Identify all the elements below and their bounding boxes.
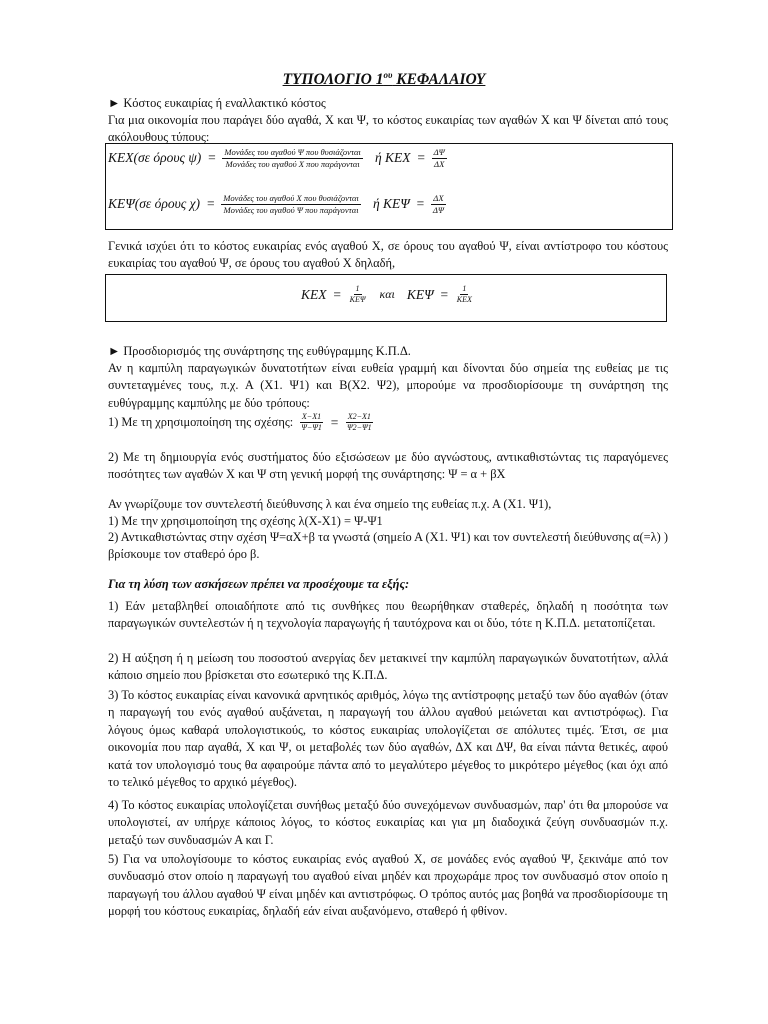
and-word: και: [379, 287, 395, 301]
reciprocal-formula-box: [105, 274, 667, 322]
kep-right: ΚΕΨ: [406, 286, 434, 302]
method1-equals: =: [329, 414, 339, 430]
lambda-method2: 2) Αντικαθιστώντας στην σχέση Ψ=αΧ+β τα γνωστά (σημείο Α (Χ1. Ψ1) και τον συντελεστή διεύθυνσης α(=λ) ) βρίσκουμε τον σταθερό όρο β.: [108, 530, 668, 562]
kex-label: ΚΕΧ(σε όρους ψ): [108, 150, 202, 166]
method1-fraction-right: [345, 413, 374, 432]
note-5: 5) Για να υπολογίσουμε το κόστος ευκαιρίας ενός αγαθού Χ, σε μονάδες ενός αγαθού Ψ, ξεκινάμε από τον συνδυασμό στον οποίο η παραγωγή του αγαθού είναι μηδέν και προχωράμε προς τον συνδυασμό στον οποίο η παραγωγή του άλλου αγαθού Ψ είναι μηδέν και αντιστρόφως. Ο τρόπος αυτός μας βοηθά να προσδιορίσουμε τη μορφή του κόστους ευκαιρίας, δηλαδή εάν είναι αυξανόμενο, σταθερό ή φθίνον.: [108, 852, 668, 919]
title-main: ΤΥΠΟΛΟΓΙΟ 1: [282, 71, 384, 89]
kex-alt-denominator: ΔΧ: [434, 158, 445, 169]
method1-left-numerator: Χ−Χ1: [301, 412, 322, 421]
section1-intro: Για μια οικονομία που παράγει δύο αγαθά, Χ και Ψ, το κόστος ευκαιρίας των αγαθών Χ και Ψ δίνεται από τους ακόλουθους τύπους:: [108, 113, 668, 145]
kep-alt-label: ή ΚΕΨ: [372, 196, 410, 212]
kep-fraction: [221, 194, 361, 214]
right-denominator: ΚΕΧ: [456, 295, 472, 304]
general-text: Γενικά ισχύει ότι το κόστος ευκαιρίας ενός αγαθού Χ, σε όρους του αγαθού Ψ, είναι αντίστροφο του κόστους ευκαιρίας του αγαθού Ψ, σε όρους του αγαθού Χ δηλαδή,: [108, 239, 668, 271]
right-numerator: 1: [462, 284, 467, 293]
kex-fraction: [222, 148, 363, 168]
kex-alt-label: ή ΚΕΧ: [374, 150, 411, 166]
kex-alt-equals: =: [416, 150, 426, 166]
title-superscript: ου: [383, 70, 393, 80]
left-denominator: ΚΕΨ: [349, 295, 366, 304]
note-4: 4) Το κόστος ευκαιρίας υπολογίζεται συνήθως μεταξύ δύο συνεχόμενων συνδυασμών, παρ' ότι θα μπορούσε να υπολογιστεί, αν υπήρχε κάποιος λόγος, το κόστος ευκαιρίας και για μη διαδοχικά ζεύγη συνδυασμών π.χ. μεταξύ των συνδυασμών Α και Γ.: [108, 798, 668, 847]
kex-alt-fraction: [432, 148, 447, 168]
kep-alt-numerator: ΔΧ: [433, 193, 444, 203]
left-equals: =: [332, 286, 342, 302]
title-rest: ΚΕΦΑΛΑΙΟΥ: [392, 71, 486, 89]
method1-label: 1) Με τη χρησιμοποίηση της σχέσης:: [108, 415, 294, 429]
lambda-method1: 1) Με την χρησιμοποίηση της σχέσης λ(Χ-Χ1) = Ψ-Ψ1: [108, 514, 383, 528]
kex-denominator: Μονάδες του αγαθού Χ που παράγονται: [225, 158, 360, 169]
method1-fraction-left: [299, 413, 324, 432]
kep-equals: =: [206, 196, 216, 212]
kex-alt-numerator: ΔΨ: [433, 147, 445, 157]
page-title: [0, 70, 768, 89]
method2-text: 2) Με τη δημιουργία ενός συστήματος δύο εξισώσεων με δύο αγνώστους, αντικαθιστώντας τις παραγόμενες ποσότητες των αγαθών Χ και Ψ στη γενική μορφή της συνάρτησης: Ψ = α + βΧ: [108, 450, 668, 482]
note-3: 3) Το κόστος ευκαιρίας είναι κανονικά αρνητικός αριθμός, λόγω της αντίστροφης μεταξύ των δύο αγαθών (όταν η παραγωγή του ενός αγαθού αυξάνεται, η παραγωγή του άλλου αγαθού μειώνεται και αντιστρόφως). Για λόγους όμως καθαρά υπολογιστικούς, το κόστος ευκαιρίας υπολογίζεται σε απόλυτες τιμές. Έτσι, σε μια οικονομία που παρ αγαθά, Χ και Ψ, οι μεταβολές των δύο αγαθών, ΔΧ και ΔΨ, θα είναι πάντα θετικές, αφού κατά τον υπολογισμό τους θα αφαιρούμε πάντα από το μεγαλύτερο μέγεθος το μικρότερο μέγεθος (και όχι από το τελικό μέγεθος το αρχικό μέγεθος).: [108, 688, 668, 790]
kep-denominator: Μονάδες του αγαθού Ψ που παράγονται: [223, 204, 359, 215]
kex-left: ΚΕΧ: [301, 286, 327, 302]
kex-equals: =: [207, 150, 217, 166]
kep-numerator: Μονάδες του αγαθού Χ που θυσιάζονται: [223, 193, 359, 203]
kep-label: ΚΕΨ(σε όρους χ): [108, 196, 201, 212]
opportunity-cost-formula-box: [105, 143, 673, 230]
kep-alt-denominator: ΔΨ: [432, 204, 444, 215]
note-1: 1) Εάν μεταβληθεί οποιαδήποτε από τις συνθήκες που θεωρήθηκαν σταθερές, δηλαδή η ποσότητα των παραγωγικών συντελεστών ή η τεχνολογία παραγωγής ή ταυτόχρονα και οι δύο, τότε η Κ.Π.Δ. μετατοπίζεται.: [108, 599, 668, 631]
method1-right-numerator: Χ2−Χ1: [347, 412, 371, 421]
note-2: 2) Η αύξηση ή η μείωση του ποσοστού ανεργίας δεν μετακινεί την καμπύλη παραγωγικών δυνατοτήτων, αλλά κάποιο σημείο που βρίσκεται στο εσωτερικό της Κ.Π.Δ.: [108, 651, 668, 683]
section1-heading: ► Κόστος ευκαιρίας ή εναλλακτικό κόστος: [108, 96, 326, 110]
right-fraction: [455, 285, 474, 304]
section2-heading: ► Προσδιορισμός της συνάρτησης της ευθύγραμμης Κ.Π.Δ.: [108, 344, 411, 358]
kep-alt-fraction: [431, 194, 446, 214]
method1-right-denominator: Ψ2−Ψ1: [346, 423, 372, 432]
kex-formula: [108, 148, 447, 168]
method1-row: [108, 413, 374, 432]
notes-heading: Για τη λύση των ασκήσεων πρέπει να προσέχουμε τα εξής:: [108, 577, 410, 591]
section2-intro: Αν η καμπύλη παραγωγικών δυνατοτήτων είναι ευθεία γραμμή και δίνονται δύο σημεία της ευθείας με τις συντεταγμένες τους, π.χ. Α (Χ1. Ψ1) και Β(Χ2. Ψ2), μπορούμε να προσδιορίσουμε τη συνάρτηση της ευθύγραμμης καμπύλης με δύο τρόπους:: [108, 361, 668, 410]
kep-alt-equals: =: [415, 196, 425, 212]
right-equals: =: [439, 286, 449, 302]
left-fraction: [348, 285, 368, 304]
lambda-intro: Αν γνωρίζουμε τον συντελεστή διεύθυνσης λ και ένα σημείο της ευθείας π.χ. Α (Χ1. Ψ1),: [108, 497, 552, 511]
kep-formula: [108, 194, 446, 214]
left-numerator: 1: [355, 284, 360, 293]
kex-numerator: Μονάδες του αγαθού Ψ που θυσιάζονται: [224, 147, 361, 157]
reciprocal-formula: [301, 285, 474, 304]
method1-left-denominator: Ψ−Ψ1: [301, 423, 322, 432]
